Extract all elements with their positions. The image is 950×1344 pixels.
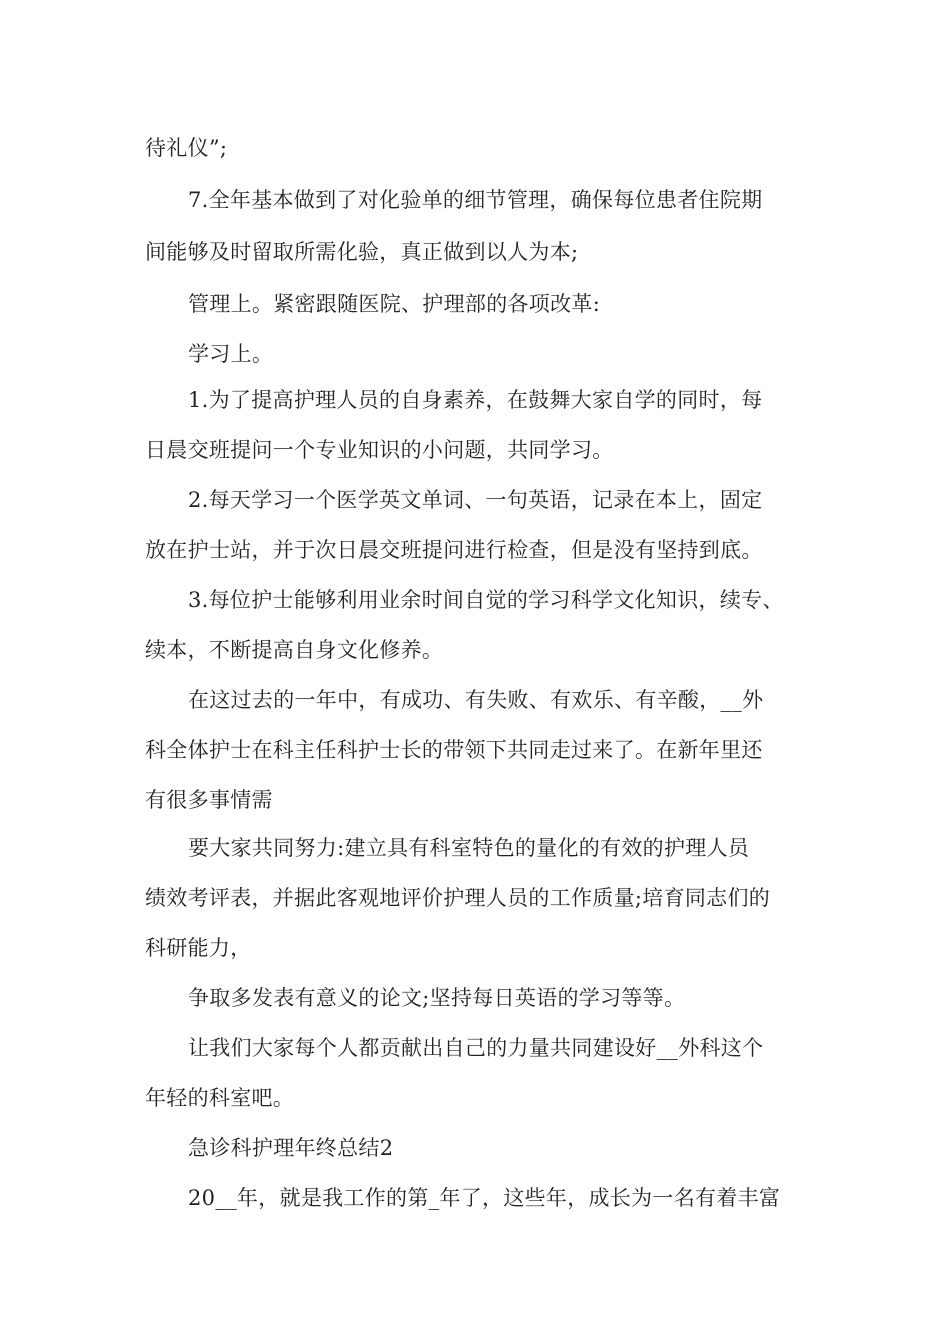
section-heading: 急诊科护理年终总结2 xyxy=(188,1136,394,1160)
text-line: 7.全年基本做到了对化验单的细节管理，确保每位患者住院期 xyxy=(188,188,763,212)
text-line: 在这过去的一年中，有成功、有失败、有欢乐、有辛酸，__外 xyxy=(188,688,764,712)
text-line: 续本，不断提高自身文化修养。 xyxy=(145,638,444,662)
text-line: 待礼仪”; xyxy=(145,136,228,160)
text-line: 科全体护士在科主任科护士长的带领下共同走过来了。在新年里还 xyxy=(145,738,763,762)
text-line: 有很多事情需 xyxy=(145,788,273,812)
text-line: 科研能力， xyxy=(145,936,252,960)
text-line: 让我们大家每个人都贡献出自己的力量共同建设好__外科这个 xyxy=(188,1036,764,1060)
text-line: 2.每天学习一个医学英文单词、一句英语，记录在本上，固定 xyxy=(188,488,763,512)
text-line: 管理上。紧密跟随医院、护理部的各项改革: xyxy=(188,292,601,316)
text-line: 间能够及时留取所需化验，真正做到以人为本; xyxy=(145,240,579,264)
text-line: 年轻的科室吧。 xyxy=(145,1086,295,1110)
text-line: 3.每位护士能够利用业余时间自觉的学习科学文化知识，续专、 xyxy=(188,588,784,612)
text-line: 学习上。 xyxy=(188,342,274,366)
text-line: 放在护士站，并于次日晨交班提问进行检查，但是没有坚持到底。 xyxy=(145,538,763,562)
text-line: 争取多发表有意义的论文;坚持每日英语的学习等等。 xyxy=(188,986,686,1010)
text-line: 日晨交班提问一个专业知识的小问题，共同学习。 xyxy=(145,438,614,462)
text-line: 绩效考评表，并据此客观地评价护理人员的工作质量;培育同志们的 xyxy=(145,886,771,910)
text-line: 20__年，就是我工作的第_年了，这些年，成长为一名有着丰富 xyxy=(188,1186,781,1210)
text-line: 要大家共同努力:建立具有科室特色的量化的有效的护理人员 xyxy=(188,836,750,860)
text-line: 1.为了提高护理人员的自身素养，在鼓舞大家自学的同时，每 xyxy=(188,388,763,412)
